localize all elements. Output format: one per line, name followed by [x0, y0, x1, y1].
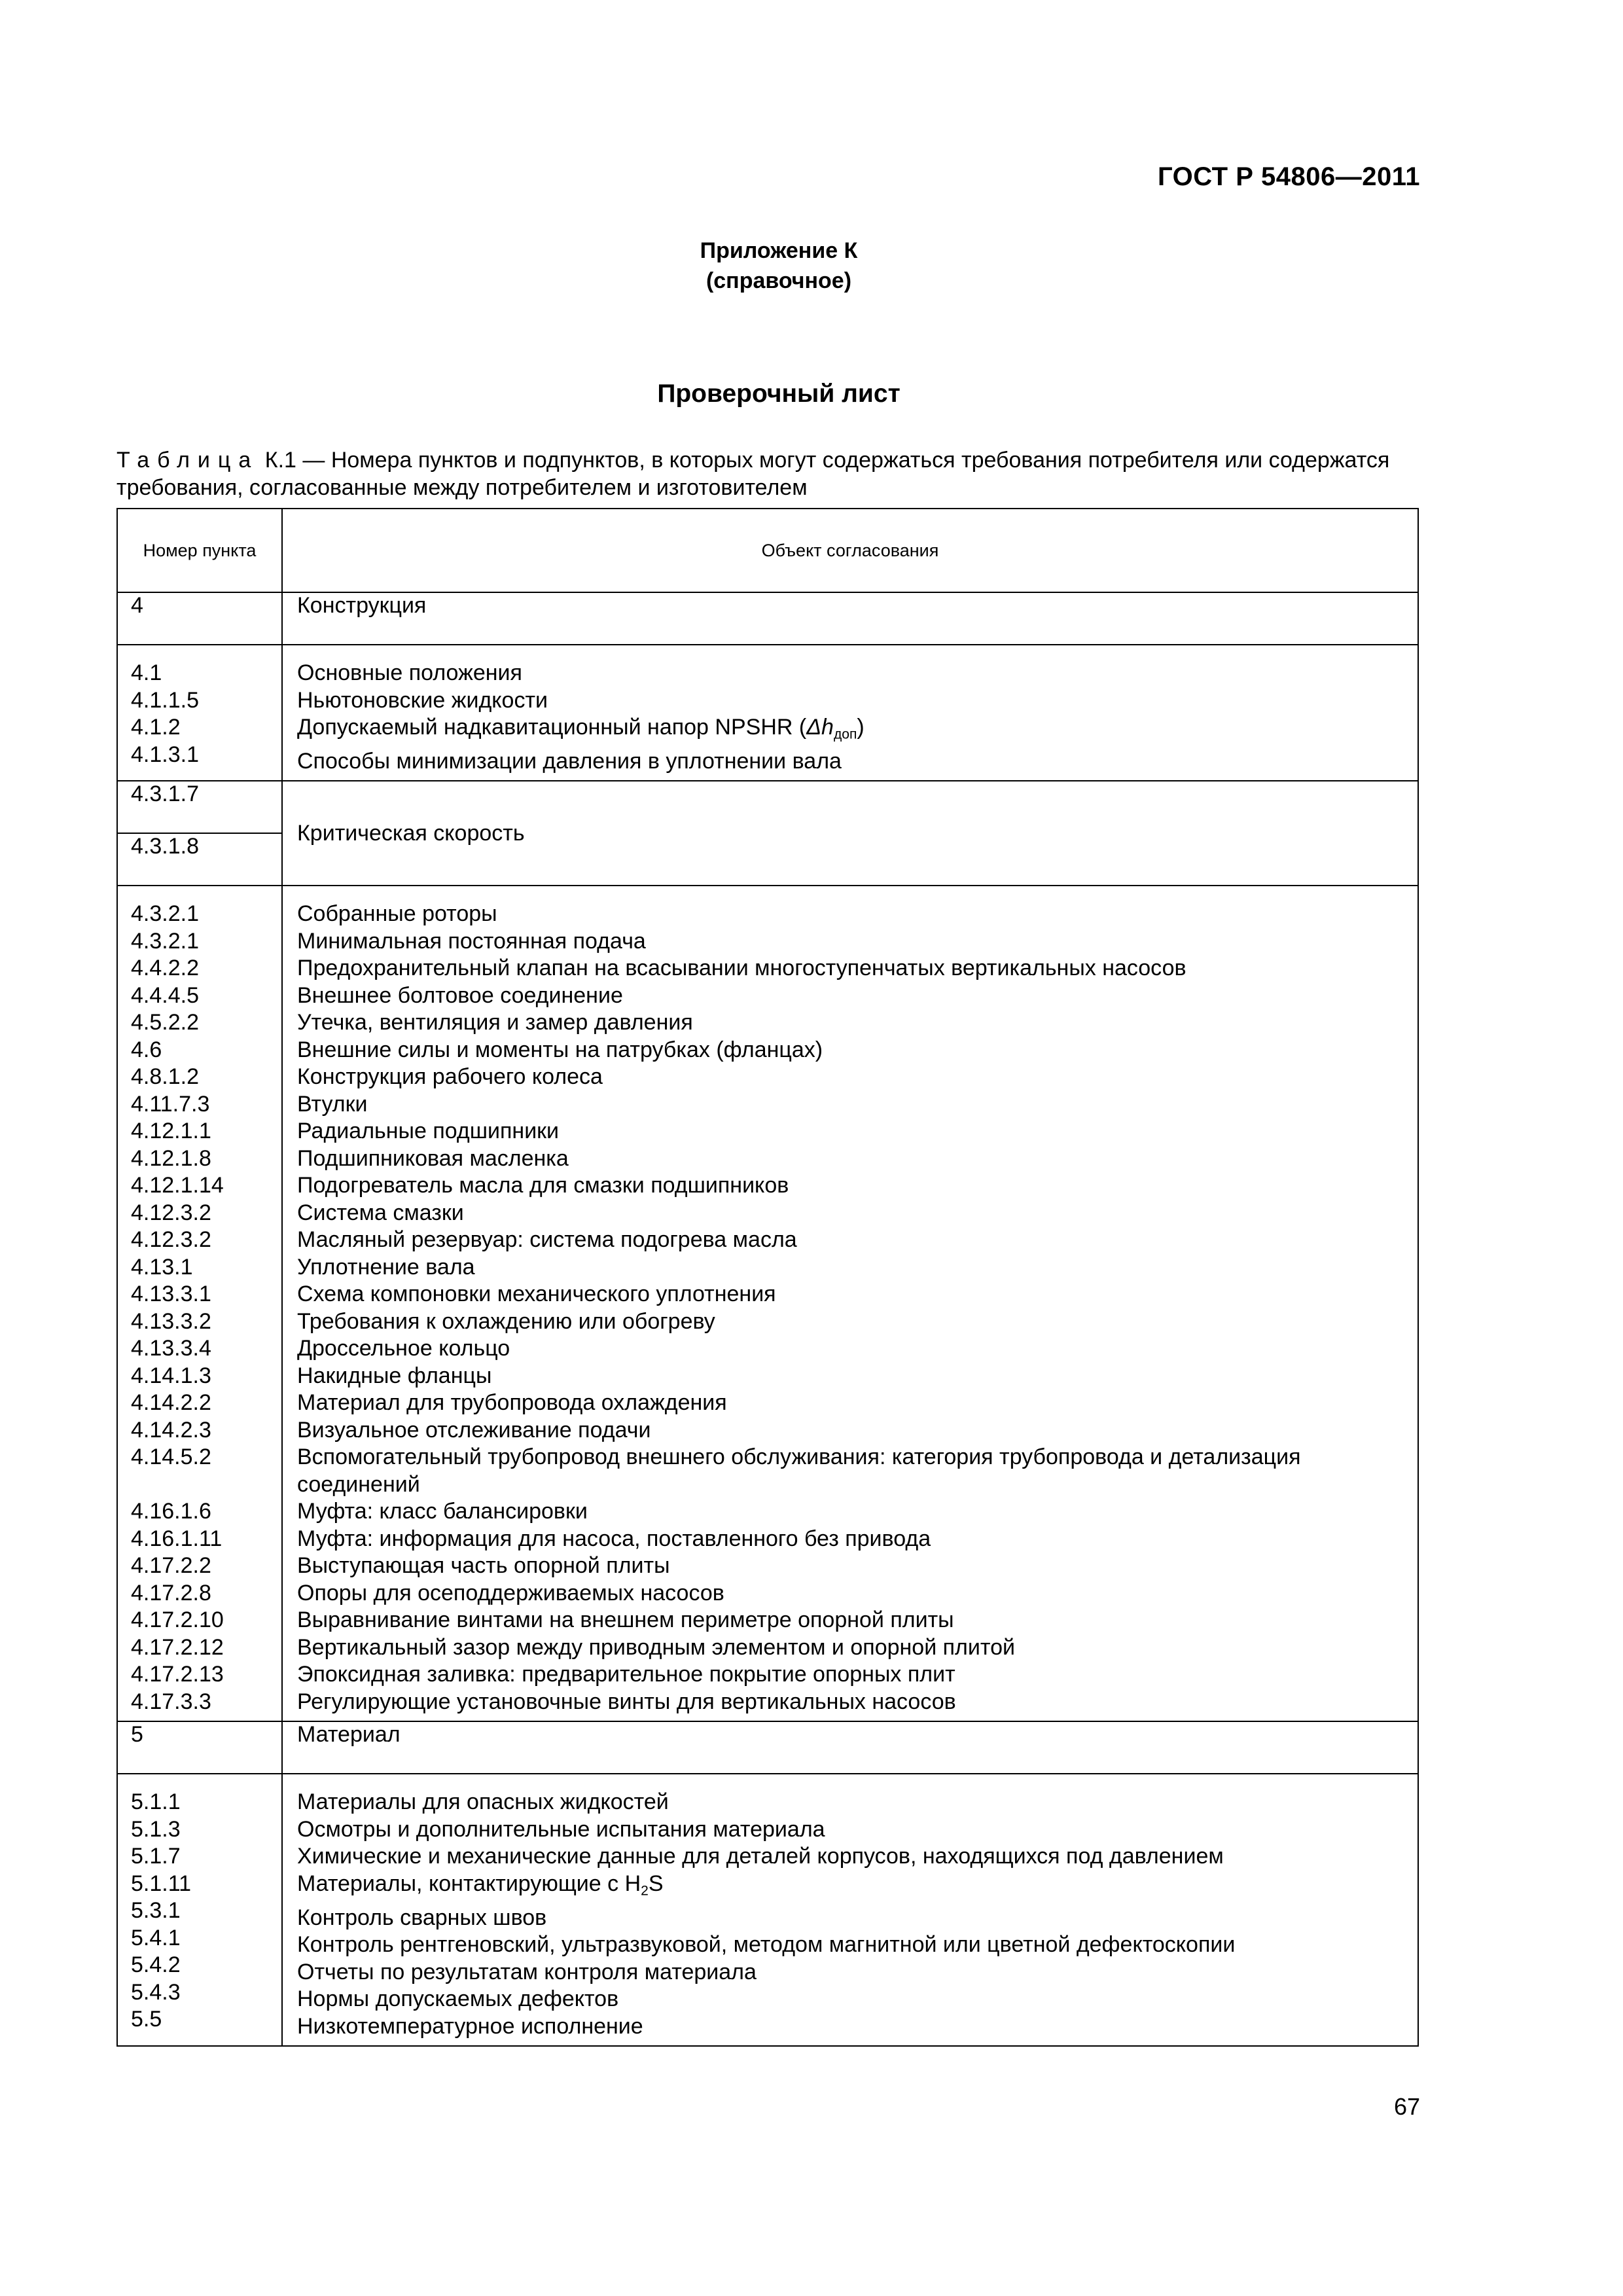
table-caption [116, 446, 1419, 501]
item-number: 4.13.1 [131, 1254, 193, 1280]
npshr-close: ) [857, 715, 865, 740]
item-text: Накидные фланцы [297, 1363, 492, 1388]
item-text: Система смазки [297, 1200, 464, 1225]
item-number: 4.3.1.7 [117, 781, 282, 833]
item-number: 4.17.2.2 [131, 1553, 211, 1579]
item-text: Критическая скорость [282, 781, 1418, 886]
item-number: 4.17.3.3 [131, 1689, 211, 1714]
item-text: Собранные роторы [297, 901, 497, 927]
item-text: Опоры для осеподдерживаемых насосов [297, 1580, 724, 1605]
item-text: Втулки [297, 1091, 368, 1117]
item-text: Эпоксидная заливка: предварительное покрытие опорных плит [297, 1662, 955, 1687]
group-texts [282, 886, 1418, 1721]
section-row-4 [117, 592, 1418, 645]
item-text: Предохранительный клапан на всасывании многоступенчатых вертикальных насосов [297, 956, 1186, 981]
item-text: Вертикальный зазор между приводным элементом и опорной плитой [297, 1634, 1015, 1660]
group-numbers [117, 1774, 282, 2046]
item-number: 5.4.2 [131, 1952, 181, 1978]
npshr-subscript: доп [833, 726, 857, 742]
item-number: 4.17.2.13 [131, 1662, 224, 1687]
item-text: Вспомогательный трубопровод внешнего обслуживания: категория трубопровода и детализация соединений [297, 1444, 1301, 1497]
item-number: 5.1.11 [131, 1871, 192, 1896]
page-number: 67 [1393, 2093, 1420, 2120]
item-number: 4.4.2.2 [131, 956, 199, 981]
item-text: Внешние силы и моменты на патрубках (фланцах) [297, 1037, 823, 1062]
item-number: 4.5.2.2 [131, 1010, 199, 1035]
item-text: Материал для трубопровода охлаждения [297, 1390, 727, 1416]
group-numbers [117, 645, 282, 781]
group-row-general [117, 645, 1418, 781]
item-number: 4.14.2.3 [131, 1417, 211, 1443]
checklist-table [116, 508, 1419, 2047]
item-text: Конструкция рабочего колеса [297, 1064, 603, 1090]
item-number: 4.13.3.4 [131, 1336, 211, 1361]
item-number: 4.3.2.1 [131, 928, 199, 954]
document-code: ГОСТ Р 54806—2011 [1158, 162, 1420, 191]
wrap-spacer [131, 1471, 281, 1499]
item-text: Масляный резервуар: система подогрева масла [297, 1227, 797, 1253]
item-number: 5.1.1 [131, 1789, 181, 1815]
annex-heading [0, 236, 1558, 296]
item-number: 4.14.1.3 [131, 1363, 211, 1388]
group-row-design-items [117, 886, 1418, 1721]
item-text: Способы минимизации давления в уплотнении вала [297, 748, 842, 774]
h2s-subscript: 2 [641, 1883, 649, 1899]
item-text-h2s [297, 1871, 1418, 1905]
item-number: 4.13.3.1 [131, 1282, 211, 1307]
table-header-row [117, 509, 1418, 592]
group-row-critical-speed-a [117, 781, 1418, 833]
item-number: 4.17.2.8 [131, 1580, 211, 1605]
annex-title: Приложение К [700, 238, 858, 263]
item-text: Низкотемпературное исполнение [297, 2013, 643, 2039]
item-number: 4.12.1.14 [131, 1173, 224, 1198]
item-text: Схема компоновки механического уплотнения [297, 1282, 776, 1307]
npshr-symbol: Δh [806, 715, 834, 740]
item-text: Подшипниковая масленка [297, 1145, 569, 1171]
item-number: 4.1 [131, 660, 162, 685]
item-number: 4.13.3.2 [131, 1308, 211, 1334]
item-number: 4.16.1.11 [131, 1526, 223, 1551]
item-text: Дроссельное кольцо [297, 1336, 510, 1361]
section-number: 5 [117, 1721, 282, 1774]
item-text: Нормы допускаемых дефектов [297, 1986, 619, 2012]
item-number: 4.3.2.1 [131, 901, 199, 927]
item-text: Визуальное отслеживание подачи [297, 1417, 651, 1443]
item-number: 4.17.2.10 [131, 1607, 224, 1633]
group-row-material-items [117, 1774, 1418, 2046]
item-text: Выступающая часть опорной плиты [297, 1553, 670, 1579]
item-number: 4.4.4.5 [131, 982, 199, 1008]
item-number: 4.1.1.5 [131, 687, 199, 713]
item-text: Осмотры и дополнительные испытания материала [297, 1816, 825, 1842]
item-number: 4.8.1.2 [131, 1064, 199, 1090]
item-text: Внешнее болтовое соединение [297, 982, 623, 1008]
item-text: Радиальные подшипники [297, 1119, 560, 1144]
item-text: Муфта: класс балансировки [297, 1499, 588, 1524]
section-row-5 [117, 1721, 1418, 1774]
item-number: 4.1.2 [131, 715, 181, 740]
item-number: 4.14.5.2 [131, 1444, 211, 1470]
section-title-cell: Конструкция [282, 592, 1418, 645]
item-number: 5.1.3 [131, 1816, 181, 1842]
header-object: Объект согласования [282, 509, 1418, 592]
item-number: 4.3.1.8 [117, 833, 282, 886]
item-text: Материалы для опасных жидкостей [297, 1789, 669, 1815]
item-number: 5.4.1 [131, 1925, 181, 1950]
item-text: Основные положения [297, 660, 522, 685]
item-text: Муфта: информация для насоса, поставленного без привода [297, 1526, 931, 1551]
item-text: Подогреватель масла для смазки подшипников [297, 1173, 789, 1198]
item-text: Требования к охлаждению или обогреву [297, 1308, 715, 1334]
item-number: 4.16.1.6 [131, 1499, 211, 1524]
item-number: 4.17.2.12 [131, 1634, 224, 1660]
item-number: 4.12.1.1 [131, 1119, 211, 1144]
h2s-tail: S [648, 1871, 664, 1896]
item-text: Уплотнение вала [297, 1254, 475, 1280]
item-text: Химические и механические данные для деталей корпусов, находящихся под давлением [297, 1844, 1224, 1869]
section-number: 4 [117, 592, 282, 645]
item-text: Выравнивание винтами на внешнем периметре опорной плиты [297, 1607, 954, 1633]
item-number: 4.12.3.2 [131, 1227, 211, 1253]
group-numbers [117, 886, 282, 1721]
item-text: Регулирующие установочные винты для вертикальных насосов [297, 1689, 956, 1714]
item-number: 5.3.1 [131, 1898, 181, 1924]
item-number: 4.12.3.2 [131, 1200, 211, 1225]
section-title-cell: Материал [282, 1721, 1418, 1774]
item-number: 5.5 [131, 2007, 162, 2032]
item-number: 5.1.7 [131, 1844, 181, 1869]
item-number: 4.12.1.8 [131, 1145, 211, 1171]
item-text-npshr [297, 714, 1418, 748]
item-text: Контроль сварных швов [297, 1905, 547, 1930]
item-text: Минимальная постоянная подача [297, 928, 646, 954]
header-number: Номер пункта [117, 509, 282, 592]
table-caption-label: Таблица [116, 448, 259, 473]
item-number: 5.4.3 [131, 1979, 181, 2005]
item-text: Контроль рентгеновский, ультразвуковой, методом магнитной или цветной дефектоскопии [297, 1932, 1236, 1958]
item-number: 4.1.3.1 [131, 742, 199, 767]
item-text: Утечка, вентиляция и замер давления [297, 1010, 693, 1035]
group-texts [282, 1774, 1418, 2046]
section-title: Проверочный лист [657, 380, 901, 408]
item-text: Отчеты по результатам контроля материала [297, 1959, 757, 1984]
item-number: 4.14.2.2 [131, 1390, 211, 1416]
table-caption-text: К.1 — Номера пунктов и подпунктов, в которых могут содержаться требования потребителя или содержатся требования, согласованные между потребителем и изготовителем [116, 448, 1390, 500]
item-text: Ньютоновские жидкости [297, 687, 548, 713]
npshr-label: Допускаемый надкавитационный напор NPSHR ( [297, 715, 807, 740]
item-number: 4.11.7.3 [131, 1091, 210, 1117]
h2s-label: Материалы, контактирующие с H [297, 1871, 641, 1896]
item-number: 4.6 [131, 1037, 162, 1062]
annex-type: (справочное) [705, 268, 852, 293]
group-texts [282, 645, 1418, 781]
